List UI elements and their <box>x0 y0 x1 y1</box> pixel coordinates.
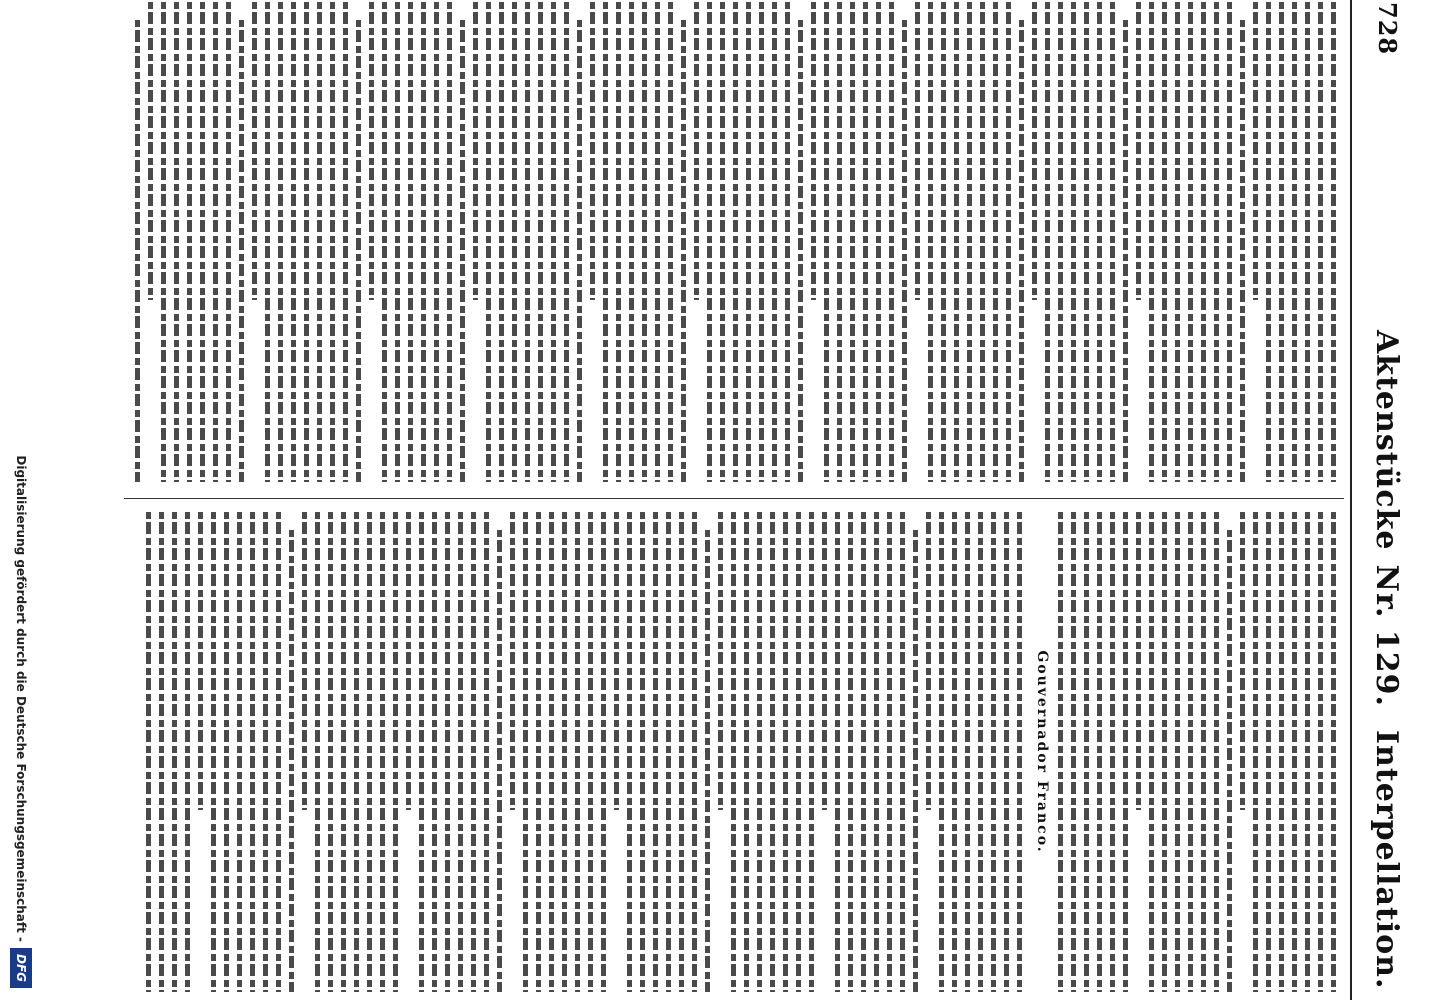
text-line <box>720 2 725 482</box>
text-line <box>484 512 489 992</box>
text-line <box>757 512 762 992</box>
text-line <box>1331 512 1336 992</box>
text-line <box>1266 512 1271 992</box>
text-line <box>278 2 283 482</box>
text-line <box>731 512 736 992</box>
text-line <box>369 2 374 300</box>
text-line <box>1292 512 1297 992</box>
text-line <box>434 2 439 482</box>
text-line <box>161 2 166 482</box>
text-line <box>1318 512 1323 992</box>
text-line <box>198 512 203 810</box>
page-footer <box>6 8 32 992</box>
text-line <box>1110 512 1115 992</box>
text-line <box>811 2 816 300</box>
text-line <box>536 512 541 992</box>
text-line <box>367 512 372 992</box>
text-line <box>1097 2 1102 482</box>
topic-title: Interpellation. <box>1369 730 1404 990</box>
text-line <box>965 512 970 992</box>
text-line <box>733 2 738 482</box>
text-line <box>1201 512 1206 992</box>
text-line <box>523 512 528 992</box>
text-line <box>707 2 712 482</box>
text-line <box>629 2 634 482</box>
text-line <box>1214 512 1219 992</box>
text-line <box>863 2 868 482</box>
text-line <box>668 2 673 482</box>
text-line <box>380 512 385 992</box>
text-line <box>447 2 452 482</box>
text-line <box>525 2 530 482</box>
text-line <box>848 512 853 992</box>
text-line <box>421 2 426 482</box>
text-line <box>1110 2 1115 482</box>
text-line <box>915 2 920 300</box>
text-column-right <box>126 512 1336 992</box>
text-line <box>1305 2 1310 482</box>
text-line <box>954 2 959 482</box>
text-line <box>174 2 179 482</box>
text-line <box>408 2 413 482</box>
text-line <box>1279 2 1284 482</box>
text-line <box>393 512 398 992</box>
text-line <box>406 512 411 810</box>
text-line <box>1084 2 1089 482</box>
text-line <box>679 512 684 992</box>
text-line <box>640 512 645 992</box>
text-line <box>796 512 801 992</box>
running-title <box>1369 330 1404 707</box>
text-line <box>1253 2 1258 300</box>
text-line <box>354 512 359 992</box>
text-line <box>343 2 348 482</box>
text-line <box>655 2 660 482</box>
text-line <box>746 2 751 482</box>
text-line <box>549 512 554 992</box>
text-line <box>562 512 567 992</box>
text-line <box>1058 512 1063 992</box>
text-line <box>798 20 803 482</box>
text-line <box>577 20 582 482</box>
text-line <box>1292 2 1297 482</box>
text-line <box>1004 512 1009 992</box>
text-line <box>538 2 543 482</box>
text-line <box>900 512 905 992</box>
text-line <box>419 512 424 992</box>
text-line <box>718 512 723 810</box>
text-line <box>445 512 450 992</box>
text-line <box>226 2 231 482</box>
text-line <box>1097 512 1102 992</box>
text-line <box>1162 2 1167 482</box>
text-line <box>978 512 983 992</box>
text-line <box>237 512 242 992</box>
text-line <box>291 2 296 482</box>
text-line <box>1071 512 1076 992</box>
text-line <box>603 2 608 482</box>
text-line <box>135 20 140 482</box>
text-line <box>211 512 216 992</box>
text-line <box>304 2 309 482</box>
text-line <box>159 512 164 992</box>
text-line <box>1017 512 1022 992</box>
text-line <box>1240 512 1245 810</box>
text-line <box>510 512 515 810</box>
text-line <box>876 2 881 482</box>
text-line <box>902 20 907 482</box>
text-line <box>356 20 361 482</box>
text-line <box>458 512 463 992</box>
text-line <box>1318 2 1323 482</box>
text-line <box>642 2 647 482</box>
text-line <box>1201 2 1206 482</box>
text-line <box>1084 512 1089 992</box>
section-title: Aktenstücke <box>1369 330 1404 551</box>
text-line <box>341 512 346 992</box>
text-line <box>460 20 465 482</box>
text-column-left <box>126 2 1336 482</box>
text-line <box>694 2 699 300</box>
text-line <box>1175 2 1180 482</box>
text-line <box>224 512 229 992</box>
text-line <box>1123 512 1128 992</box>
text-line <box>913 530 918 992</box>
text-line <box>772 2 777 482</box>
text-line <box>1006 2 1011 482</box>
text-line <box>874 512 879 992</box>
text-line <box>328 512 333 992</box>
text-line <box>1136 2 1141 300</box>
page-number: 728 <box>1373 2 1402 56</box>
text-line <box>824 2 829 482</box>
text-line <box>172 512 177 992</box>
text-line <box>1227 2 1232 482</box>
text-line <box>759 2 764 482</box>
text-line <box>681 20 686 482</box>
text-line <box>315 512 320 992</box>
text-line <box>512 2 517 482</box>
section-heading: Gouvernador Franco. <box>1034 650 1050 854</box>
text-line <box>1240 20 1245 482</box>
text-line <box>785 2 790 482</box>
text-line <box>252 2 257 300</box>
issue-number: Nr. 129. <box>1369 564 1404 707</box>
text-line <box>692 512 697 992</box>
text-line <box>330 2 335 482</box>
header-rule <box>1350 0 1352 1000</box>
text-line <box>614 512 619 810</box>
text-line <box>564 2 569 482</box>
text-line <box>499 2 504 482</box>
text-line <box>473 2 478 300</box>
text-line <box>317 2 322 482</box>
text-line <box>497 530 502 992</box>
text-line <box>1175 512 1180 992</box>
text-line <box>1149 512 1154 992</box>
text-line <box>289 530 294 992</box>
text-line <box>616 2 621 482</box>
column-divider <box>124 498 1344 499</box>
text-line <box>250 512 255 992</box>
text-line <box>213 2 218 482</box>
text-line <box>1214 2 1219 482</box>
text-line <box>822 512 827 810</box>
text-line <box>486 2 491 482</box>
text-line <box>575 512 580 992</box>
text-line <box>276 512 281 992</box>
text-line <box>395 2 400 482</box>
text-line <box>939 512 944 992</box>
dfg-logo: DFG <box>10 948 32 988</box>
text-line <box>861 512 866 992</box>
text-line <box>941 2 946 482</box>
text-line <box>590 2 595 300</box>
text-line <box>770 512 775 992</box>
text-line <box>1019 20 1024 482</box>
text-line <box>148 2 153 300</box>
text-line <box>382 2 387 482</box>
text-line <box>1279 512 1284 992</box>
text-line <box>601 512 606 992</box>
text-line <box>187 2 192 482</box>
text-line <box>889 2 894 482</box>
text-line <box>1331 2 1336 482</box>
text-line <box>1162 512 1167 992</box>
text-line <box>1032 2 1037 300</box>
text-line <box>302 512 307 810</box>
text-line <box>185 512 190 992</box>
text-line <box>1058 2 1063 482</box>
text-line <box>200 2 205 482</box>
text-line <box>1136 512 1141 810</box>
text-line <box>1045 2 1050 482</box>
text-line <box>1123 20 1128 482</box>
text-line <box>551 2 556 482</box>
text-line <box>1071 2 1076 482</box>
text-line <box>653 512 658 992</box>
text-line <box>1253 512 1258 992</box>
text-line <box>1188 2 1193 482</box>
text-line <box>809 512 814 992</box>
text-line <box>928 2 933 482</box>
text-line <box>980 2 985 482</box>
text-line <box>705 530 710 992</box>
text-line <box>666 512 671 992</box>
text-line <box>744 512 749 992</box>
text-line <box>783 512 788 992</box>
text-line <box>432 512 437 992</box>
text-line <box>265 2 270 482</box>
text-line <box>263 512 268 992</box>
text-line <box>1305 512 1310 992</box>
text-line <box>627 512 632 992</box>
text-line <box>850 2 855 482</box>
text-line <box>471 512 476 992</box>
text-line <box>837 2 842 482</box>
text-line <box>835 512 840 992</box>
funding-note: Digitalisierung gefördert durch die Deutsche Forschungsgemeinschaft - <box>14 455 28 942</box>
text-line <box>952 512 957 992</box>
text-line <box>146 512 151 992</box>
text-line <box>1188 512 1193 992</box>
text-line <box>1227 530 1232 992</box>
text-line <box>926 512 931 810</box>
text-line <box>239 20 244 482</box>
text-line <box>1266 2 1271 482</box>
text-line <box>967 2 972 482</box>
text-line <box>887 512 892 992</box>
text-line <box>991 512 996 992</box>
text-line <box>588 512 593 992</box>
text-line <box>993 2 998 482</box>
text-line <box>1149 2 1154 482</box>
